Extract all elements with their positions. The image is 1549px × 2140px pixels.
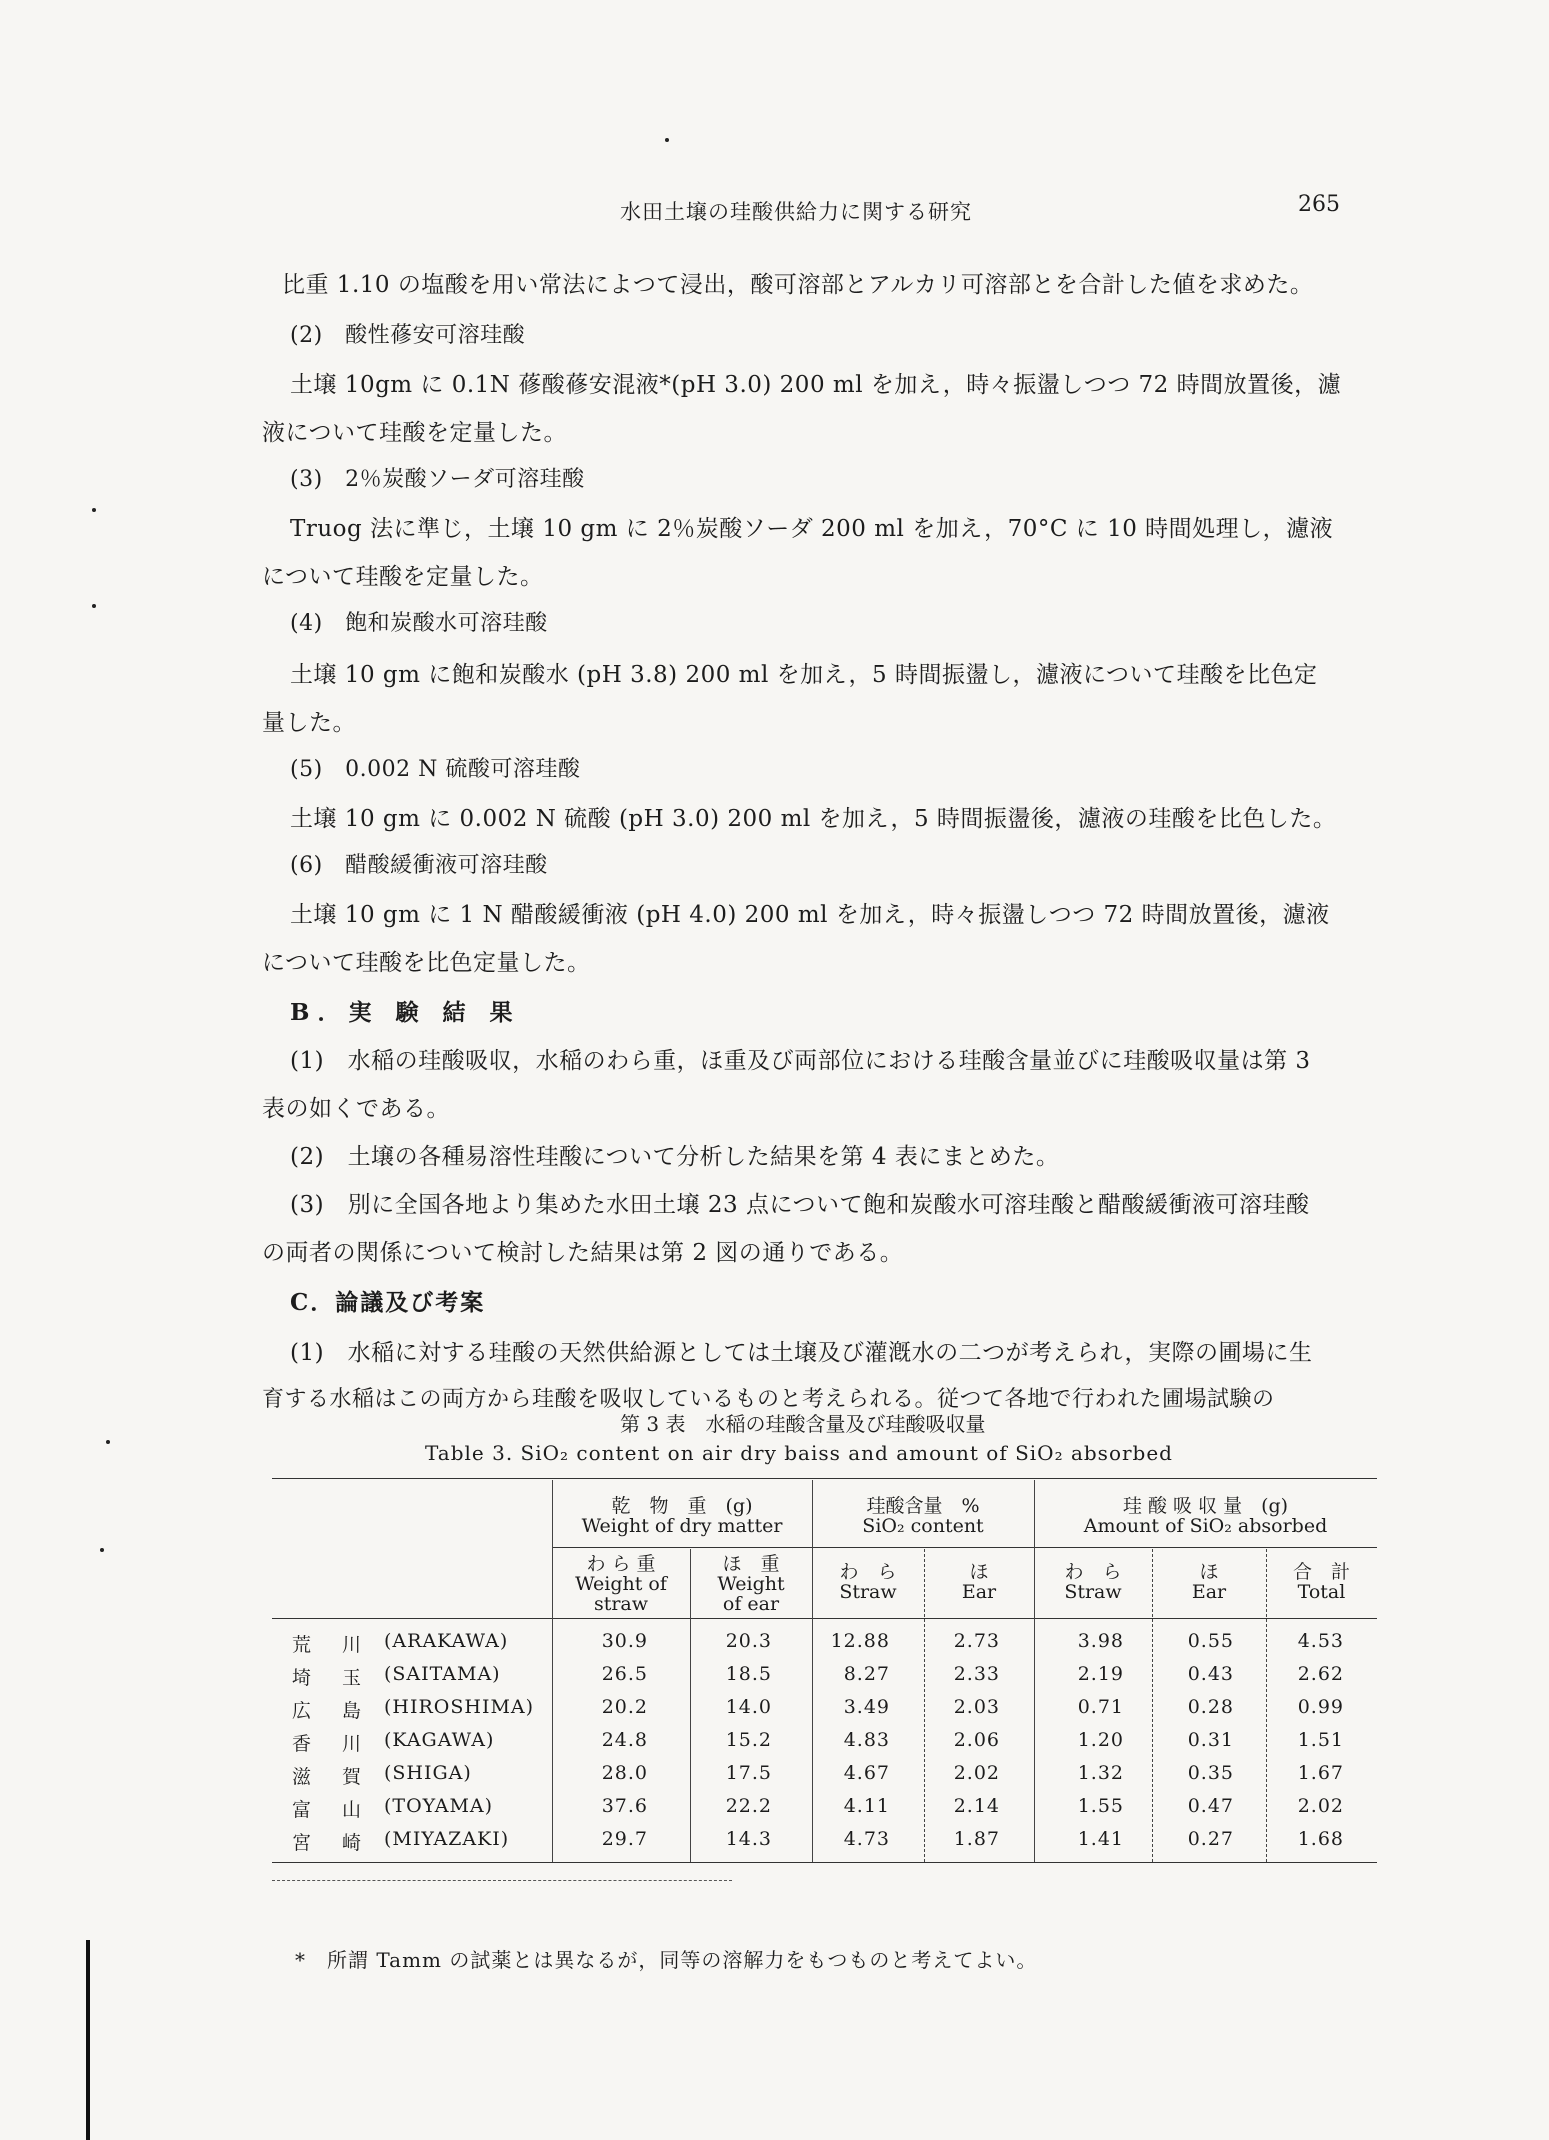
- scan-speck: [665, 138, 669, 142]
- table-cell: 0.47: [1187, 1795, 1234, 1817]
- table-cell: 1.67: [1297, 1762, 1344, 1784]
- table-header-bottom-rule: [272, 1618, 1377, 1619]
- row-site-jp: 広 島: [292, 1700, 368, 1722]
- table-cell: 2.62: [1297, 1663, 1344, 1685]
- paragraph-line: について珪酸を比色定量した。: [262, 950, 591, 976]
- row-site-jp: 荒 川: [292, 1634, 368, 1656]
- row-site-jp: 滋 賀: [292, 1766, 368, 1788]
- table-cell: 29.7: [601, 1828, 648, 1850]
- table-cell: 28.0: [601, 1762, 648, 1784]
- row-site-en: (SHIGA): [384, 1762, 472, 1784]
- paragraph-line: 比重 1.10 の塩酸を用い常法によつて浸出，酸可溶部とアルカリ可溶部とを合計した値を求めた。: [282, 272, 1314, 298]
- table-cell: 0.71: [1077, 1696, 1124, 1718]
- table-cell: 0.35: [1187, 1762, 1234, 1784]
- table-top-rule: [272, 1478, 1377, 1479]
- row-site-en: (HIROSHIMA): [384, 1696, 535, 1718]
- footnote: * 所謂 Tamm の試薬とは異なるが，同等の溶解力をもつものと考えてよい。: [295, 1948, 1038, 1972]
- subheading-2: (2) 酸性蓚安可溶珪酸: [290, 323, 526, 348]
- row-site-jp: 宮 崎: [292, 1832, 368, 1854]
- table-cell: 0.99: [1297, 1696, 1344, 1718]
- group-header-jp: 乾 物 重 (g): [611, 1495, 753, 1517]
- paragraph-line: 土壌 10 gm に 1 N 醋酸緩衝液 (pH 4.0) 200 ml を加え，時々振盪しつつ 72 時間放置後，濾液: [290, 902, 1330, 928]
- table-cell: 37.6: [601, 1795, 648, 1817]
- column-header-jp: 合 計: [1292, 1561, 1350, 1583]
- column-header: [1152, 1562, 1266, 1602]
- table-cell: 4.73: [843, 1828, 890, 1850]
- group-header-en: Weight of dry matter: [581, 1515, 783, 1537]
- table-cell: 24.8: [601, 1729, 648, 1751]
- table-cell: 2.73: [953, 1630, 1000, 1652]
- table-cell: 15.2: [725, 1729, 772, 1751]
- row-site-jp: 香 川: [292, 1733, 368, 1755]
- paragraph-line: Truog 法に準じ，土壌 10 gm に 2％炭酸ソーダ 200 ml を加え，70°C に 10 時間処理し，濾液: [290, 516, 1334, 542]
- footnote-separator: [272, 1880, 732, 1881]
- paragraph-line: 土壌 10 gm に 0.002 N 硫酸 (pH 3.0) 200 ml を加え，5 時間振盪後，濾液の珪酸を比色した。: [290, 806, 1337, 832]
- table-cell: 0.55: [1187, 1630, 1234, 1652]
- paragraph-line: 土壌 10gm に 0.1N 蓚酸蓚安混液*(pH 3.0) 200 ml を加え，時々振盪しつつ 72 時間放置後，濾: [290, 372, 1342, 398]
- subheading-5: (5) 0.002 N 硫酸可溶珪酸: [290, 757, 581, 782]
- table-cell: 2.02: [1297, 1795, 1344, 1817]
- table-cell: 2.06: [953, 1729, 1000, 1751]
- paragraph-line: の両者の関係について検討した結果は第 2 図の通りである。: [262, 1240, 904, 1266]
- table-cell: 14.3: [725, 1828, 772, 1850]
- table-cell: 1.20: [1077, 1729, 1124, 1751]
- column-header-en: Total: [1297, 1581, 1346, 1603]
- column-header: [812, 1562, 924, 1602]
- column-header-en: Straw: [1064, 1581, 1122, 1603]
- table-cell: 3.98: [1077, 1630, 1124, 1652]
- paragraph-line: (3) 別に全国各地より集めた水田土壌 23 点について飽和炭酸水可溶珪酸と醋酸緩衝液可溶珪酸: [290, 1192, 1310, 1218]
- scan-speck: [100, 1548, 104, 1552]
- column-header-en: straw: [593, 1593, 649, 1615]
- table-cell: 17.5: [725, 1762, 772, 1784]
- subheading-4: (4) 飽和炭酸水可溶珪酸: [290, 611, 548, 636]
- table-cell: 26.5: [601, 1663, 648, 1685]
- table-cell: 12.88: [830, 1630, 890, 1652]
- column-header-jp: わ ら: [839, 1561, 897, 1583]
- table-cell: 18.5: [725, 1663, 772, 1685]
- paragraph-line: 量した。: [262, 710, 356, 736]
- table-cell: 8.27: [843, 1663, 890, 1685]
- paragraph-line: について珪酸を定量した。: [262, 564, 544, 590]
- table-cell: 2.19: [1077, 1663, 1124, 1685]
- table-cell: 2.02: [953, 1762, 1000, 1784]
- running-header-title: 水田土壌の珪酸供給力に関する研究: [620, 200, 972, 224]
- section-heading-c: C．論議及び考案: [290, 1289, 486, 1316]
- table-cell: 1.51: [1297, 1729, 1344, 1751]
- table-cell: 30.9: [601, 1630, 648, 1652]
- group-header-jp: 珪 酸 吸 収 量 (g): [1122, 1495, 1289, 1517]
- table-caption-jp: 第 3 表 水稲の珪酸含量及び珪酸吸収量: [620, 1412, 986, 1436]
- scan-margin-bar: [86, 1940, 90, 2140]
- table-column-divider: [812, 1480, 813, 1862]
- paragraph-line: 液について珪酸を定量した。: [262, 420, 568, 446]
- table-cell: 20.3: [725, 1630, 772, 1652]
- row-site-jp: 富 山: [292, 1799, 368, 1821]
- paragraph-line: (1) 水稲に対する珪酸の天然供給源としては土壌及び灌漑水の二つが考えられ，実際の圃場に生: [290, 1340, 1313, 1366]
- scan-speck: [92, 508, 96, 512]
- scan-speck: [92, 604, 96, 608]
- group-header-en: SiO₂ content: [862, 1515, 984, 1537]
- group-header-en: Amount of SiO₂ absorbed: [1083, 1515, 1328, 1537]
- table-cell: 1.41: [1077, 1828, 1124, 1850]
- paragraph-line: 表の如くである。: [262, 1096, 450, 1122]
- column-header-en: Ear: [961, 1581, 997, 1603]
- table-cell: 14.0: [725, 1696, 772, 1718]
- table-cell: 4.83: [843, 1729, 890, 1751]
- column-header-jp: ほ: [969, 1561, 989, 1583]
- paragraph-line: 土壌 10 gm に飽和炭酸水 (pH 3.8) 200 ml を加え，5 時間振盪し，濾液について珪酸を比色定: [290, 662, 1318, 688]
- group-header-jp: 珪酸含量 %: [866, 1495, 980, 1517]
- row-site-en: (TOYAMA): [384, 1795, 494, 1817]
- group-header-dry-matter: [552, 1496, 812, 1536]
- table-cell: 22.2: [725, 1795, 772, 1817]
- column-header-en: Ear: [1191, 1581, 1227, 1603]
- table-cell: 1.55: [1077, 1795, 1124, 1817]
- column-header-en: Weight: [717, 1573, 785, 1595]
- column-header: [1266, 1562, 1377, 1602]
- table-cell: 4.11: [843, 1795, 890, 1817]
- column-header-en: of ear: [722, 1593, 780, 1615]
- row-site-en: (ARAKAWA): [384, 1630, 509, 1652]
- section-heading-b: B．実 験 結 果: [290, 999, 521, 1026]
- column-header-jp: わ ら 重: [586, 1553, 656, 1575]
- paragraph-line: (1) 水稲の珪酸吸収，水稲のわら重，ほ重及び両部位における珪酸含量並びに珪酸吸収量は第 3: [290, 1048, 1311, 1074]
- table-caption-en: Table 3. SiO₂ content on air dry baiss and amount of SiO₂ absorbed: [425, 1441, 1173, 1465]
- table-cell: 0.27: [1187, 1828, 1234, 1850]
- table-cell: 1.87: [953, 1828, 1000, 1850]
- group-header-sio2-absorbed: [1034, 1496, 1377, 1536]
- column-header-en: Straw: [839, 1581, 897, 1603]
- scan-speck: [106, 1440, 110, 1444]
- column-header-jp: ほ 重: [722, 1553, 780, 1575]
- column-header: [552, 1554, 690, 1614]
- page-number: 265: [1298, 192, 1340, 217]
- column-header-jp: わ ら: [1064, 1561, 1122, 1583]
- column-header: [924, 1562, 1034, 1602]
- row-site-jp: 埼 玉: [292, 1667, 368, 1689]
- table-cell: 0.43: [1187, 1663, 1234, 1685]
- table-bottom-rule: [272, 1862, 1377, 1863]
- table-header-rule: [552, 1547, 1377, 1548]
- subheading-3: (3) 2％炭酸ソーダ可溶珪酸: [290, 467, 585, 492]
- group-header-sio2-content: [812, 1496, 1034, 1536]
- table-column-divider: [1034, 1480, 1035, 1862]
- table-cell: 0.31: [1187, 1729, 1234, 1751]
- column-header-en: Weight of: [575, 1573, 667, 1595]
- table-column-divider: [552, 1480, 553, 1862]
- column-header-jp: ほ: [1199, 1561, 1219, 1583]
- table-cell: 2.33: [953, 1663, 1000, 1685]
- subheading-6: (6) 醋酸緩衝液可溶珪酸: [290, 853, 548, 878]
- paragraph-line: (2) 土壌の各種易溶性珪酸について分析した結果を第 4 表にまとめた。: [290, 1144, 1060, 1170]
- paragraph-line: 育する水稲はこの両方から珪酸を吸収しているものと考えられる。従つて各地で行われた圃場試験の: [262, 1387, 1275, 1412]
- row-site-en: (MIYAZAKI): [384, 1828, 510, 1850]
- table-cell: 3.49: [843, 1696, 890, 1718]
- row-site-en: (SAITAMA): [384, 1663, 501, 1685]
- table-cell: 4.53: [1297, 1630, 1344, 1652]
- table-cell: 2.03: [953, 1696, 1000, 1718]
- column-header: [1034, 1562, 1152, 1602]
- table-cell: 4.67: [843, 1762, 890, 1784]
- row-site-en: (KAGAWA): [384, 1729, 495, 1751]
- table-cell: 1.68: [1297, 1828, 1344, 1850]
- table-cell: 20.2: [601, 1696, 648, 1718]
- table-cell: 1.32: [1077, 1762, 1124, 1784]
- table-cell: 2.14: [953, 1795, 1000, 1817]
- table-cell: 0.28: [1187, 1696, 1234, 1718]
- column-header: [690, 1554, 812, 1614]
